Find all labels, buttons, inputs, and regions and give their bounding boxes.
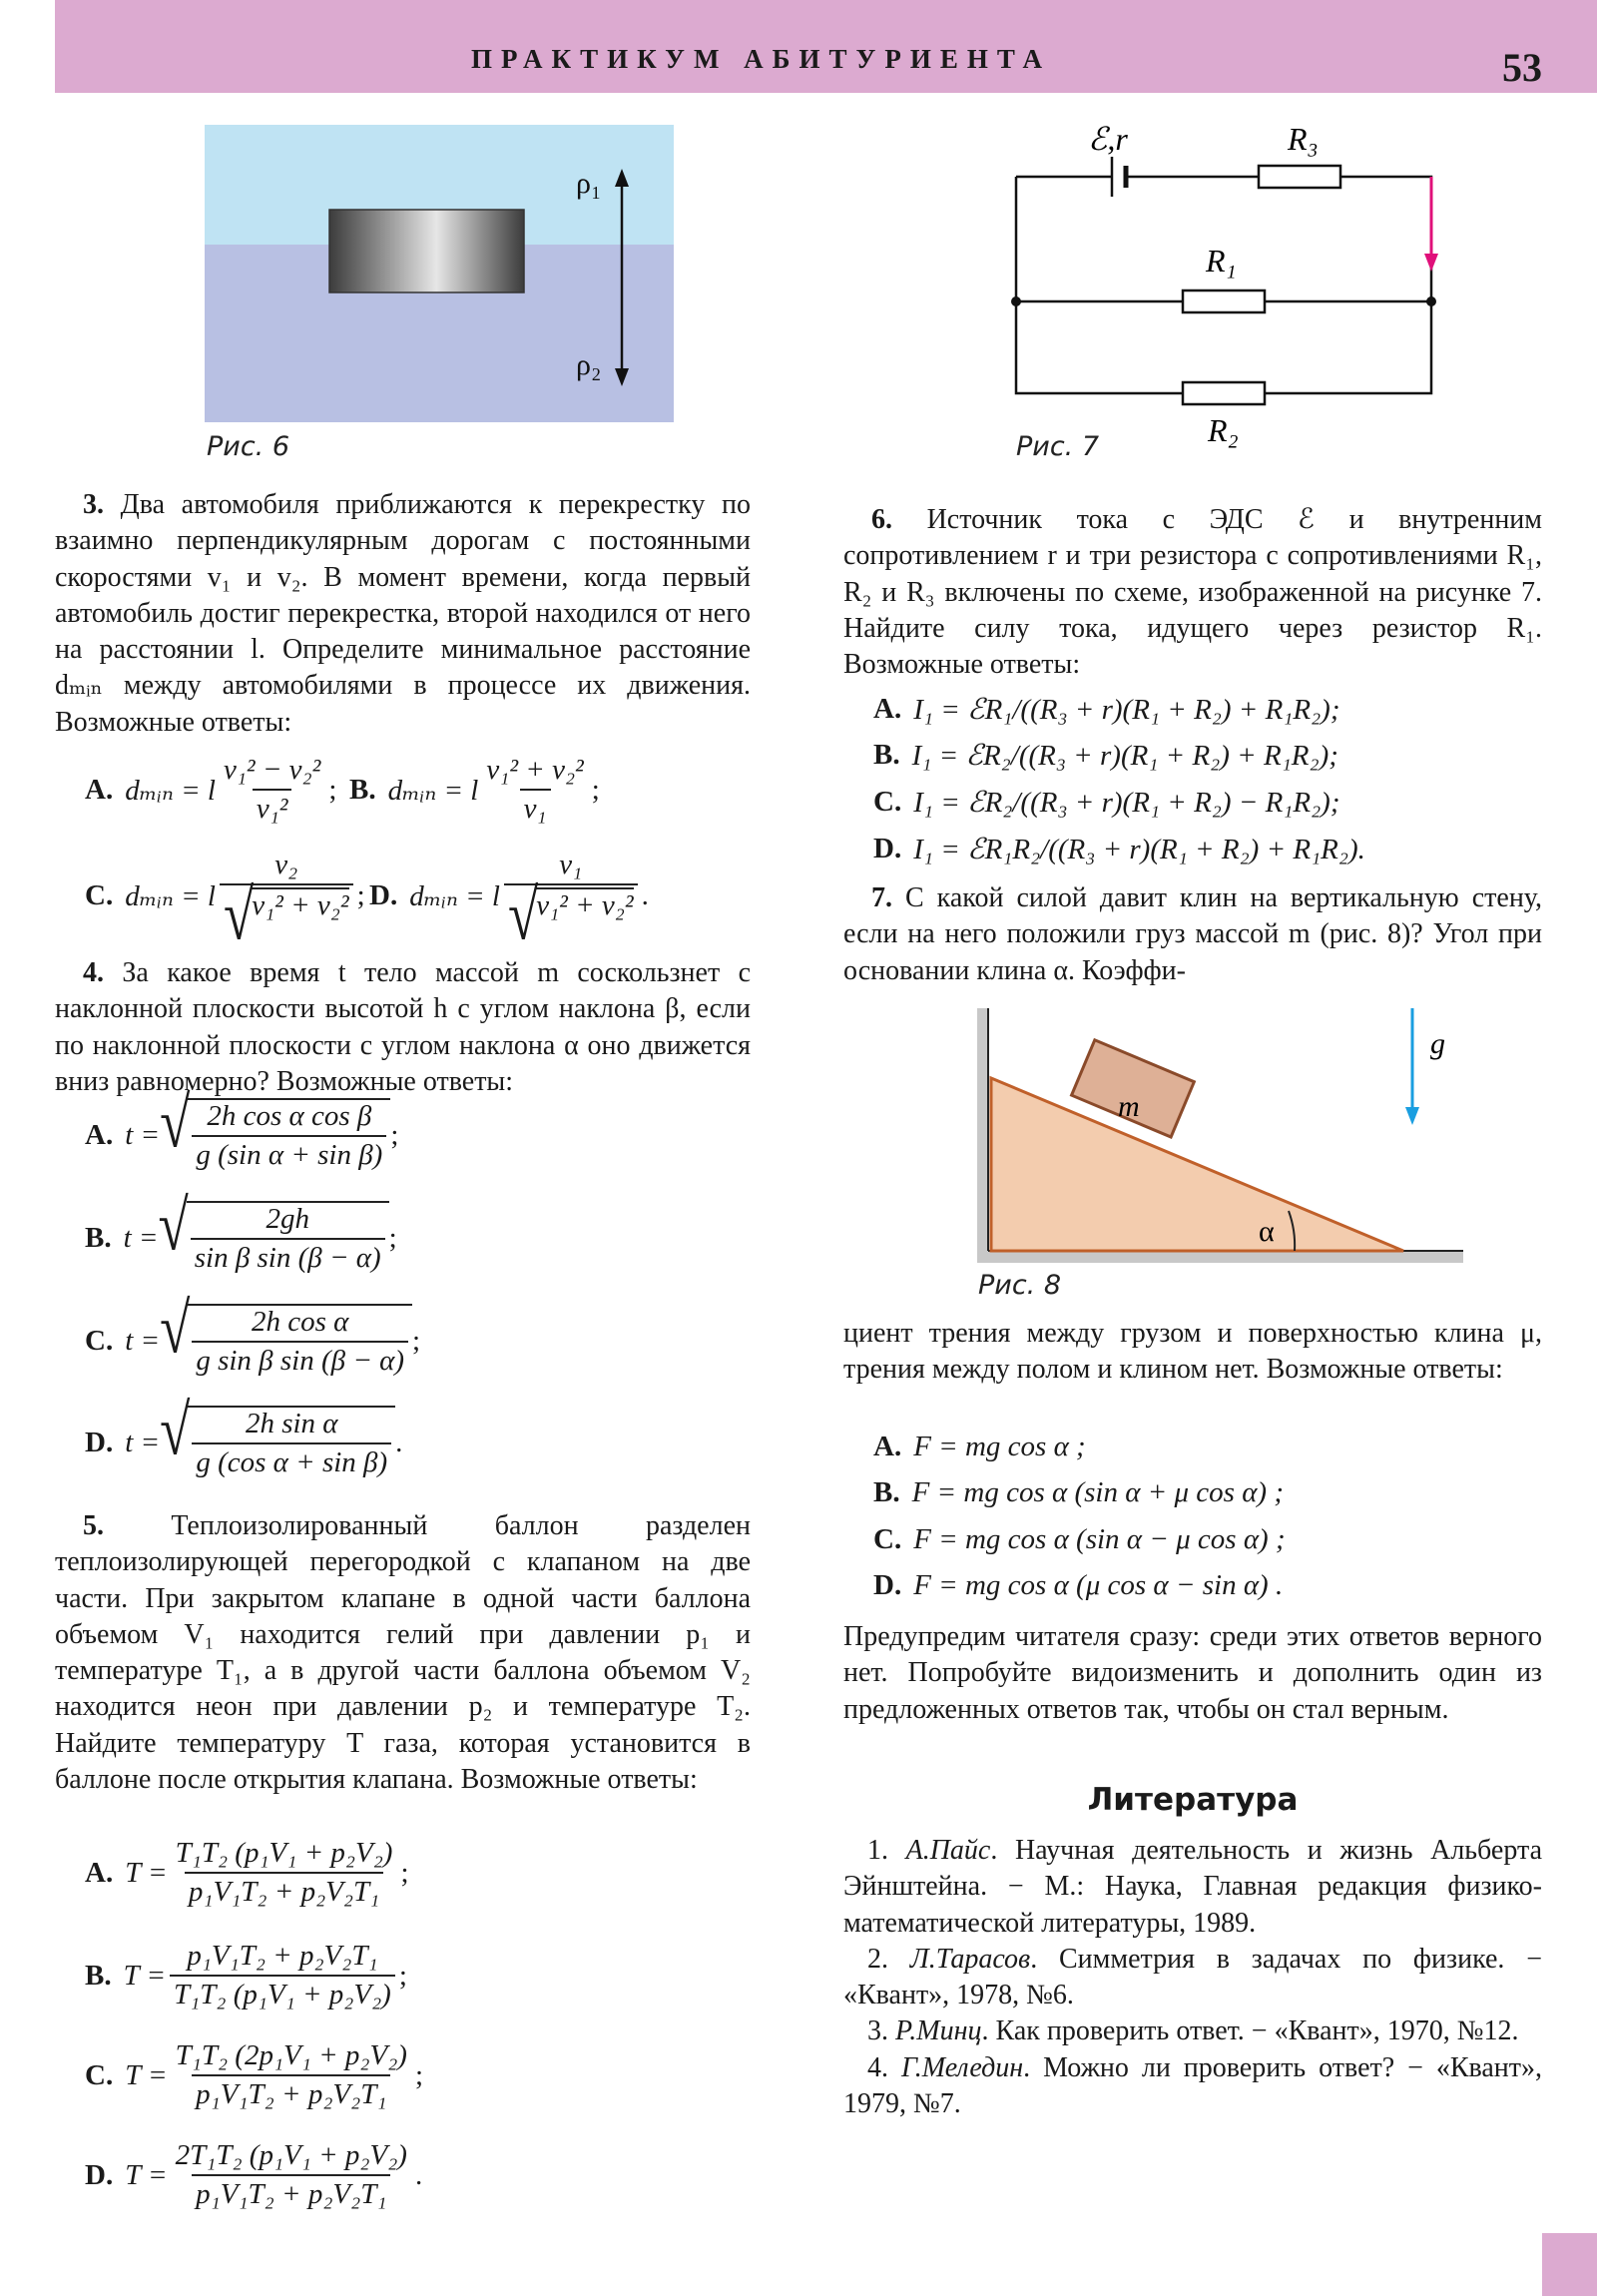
sqrt-sign: √	[223, 874, 255, 955]
denominator	[191, 1238, 385, 1275]
remark: Предупредим читателя сразу: среди этих ответов верного нет. Попробуйте видоизменить и дополнить один из предложенных ответов так, чтобы он стал верным.	[843, 1621, 1542, 1725]
answer-label: A.	[85, 1118, 114, 1151]
formula-lhs: t =	[125, 1118, 161, 1151]
numerator: 2gh	[266, 1203, 309, 1235]
formula-suffix: .	[395, 1426, 403, 1458]
numerator: 2T₁T₂ (p₁V₁ + p₂V₂)	[175, 2139, 407, 2171]
sqrt-sign: √	[160, 1391, 191, 1470]
wedge	[991, 1078, 1403, 1251]
answer-7d	[873, 1569, 1283, 1602]
sqrt-sign: √	[158, 1186, 189, 1266]
ref-text: . Симметрия в задачах по физике. − «Квант», 1978, №6.	[843, 1943, 1542, 2011]
ref-number: 3.	[867, 2015, 895, 2047]
fraction	[172, 2139, 411, 2211]
literature-heading: Литература	[1087, 1782, 1299, 1818]
sqrt-body	[187, 1201, 389, 1275]
answer-label: D.	[85, 1426, 114, 1458]
formula-lhs: T =	[125, 1856, 168, 1889]
floating-body	[329, 210, 524, 292]
answer-label: C.	[85, 1324, 114, 1357]
figure-6	[205, 125, 674, 422]
figure-8-wedge	[973, 1003, 1472, 1268]
answer-label: A.	[85, 773, 114, 806]
ref-number: 1.	[867, 1835, 906, 1866]
problem-3: 3. Два автомобиля приближаются к перекрестку по взаимно перпендикулярным дорогам с постоянными скоростями v₁ и v₂. В момент времени, когда первый автомобиль достиг перекрестка, второй находился от него на расстоянии l. Определите минимальное расстояние dₘᵢₙ между автомобилями в процессе их движения. Возможные ответы:	[55, 489, 751, 738]
answer-label: C.	[873, 1523, 902, 1555]
page-header	[55, 0, 1597, 93]
formula-lhs: dₘᵢₙ = l	[125, 774, 216, 807]
sqrt-sign: √	[160, 1289, 191, 1369]
sqrt-body	[252, 887, 348, 942]
sqrt-body	[188, 1304, 412, 1378]
denominator	[185, 1872, 383, 1909]
sqrt	[507, 874, 634, 955]
corner-tab	[1542, 2233, 1597, 2296]
answer-4d	[85, 1391, 403, 1479]
numerator: v₁	[559, 849, 583, 880]
answer-6d	[873, 832, 1365, 866]
fraction	[504, 849, 638, 955]
sqrt-sign: √	[507, 874, 539, 955]
answer-4a	[85, 1083, 399, 1172]
denominator	[170, 1975, 395, 2011]
denominator-text: v₁	[523, 793, 547, 825]
denominator-text: g (sin α + sin β)	[196, 1139, 383, 1171]
answer-label: B.	[873, 1476, 900, 1508]
fraction	[192, 1408, 391, 1479]
page-number: 53	[1502, 45, 1542, 90]
sqrt-sign: √	[160, 1083, 191, 1163]
formula-lhs: dₘᵢₙ = l	[387, 774, 479, 807]
answer-7a	[873, 1431, 1086, 1463]
answer-label: B.	[85, 1221, 112, 1254]
denominator	[192, 2174, 390, 2211]
literature-item	[843, 1942, 1542, 2014]
literature-item	[843, 2050, 1542, 2123]
denominator	[253, 789, 292, 826]
answer-label: C.	[85, 2058, 114, 2091]
answer-7b	[873, 1476, 1284, 1509]
answer-3a	[85, 754, 336, 826]
formula-suffix: .	[641, 878, 649, 911]
fraction	[170, 1940, 395, 2011]
fig6-caption: Рис. 6	[207, 431, 290, 462]
svg-text:g: g	[1430, 1027, 1445, 1060]
formula-suffix: .	[414, 2158, 423, 2191]
denominator	[520, 789, 551, 826]
answer-label: D.	[873, 1569, 902, 1601]
rho2-label: ρ₂	[576, 348, 602, 381]
formula-lhs: t =	[123, 1221, 159, 1254]
sqrt	[160, 1083, 390, 1172]
formula-lhs: t =	[125, 1426, 161, 1458]
numerator: v₂	[274, 849, 298, 880]
denominator-text: p₁V₁T₂ + p₂V₂T₁	[196, 2178, 387, 2210]
answer-7c	[873, 1523, 1286, 1556]
formula-suffix: ;	[414, 2058, 424, 2091]
answer-label: A.	[85, 1856, 114, 1889]
answer-3b	[349, 754, 600, 826]
denominator	[192, 1135, 386, 1172]
denominator-text: sin β sin (β − α)	[194, 1242, 381, 1274]
formula-suffix: ;	[398, 1959, 407, 1992]
formula-lhs: dₘᵢₙ = l	[125, 879, 216, 912]
ref-author: Г.Меледин	[900, 2051, 1024, 2083]
denominator-text: v₁² + v₂²	[252, 889, 349, 921]
numerator: 2h cos α	[251, 1306, 349, 1338]
formula-lhs: T =	[125, 2158, 168, 2191]
answer-4b	[85, 1186, 397, 1275]
resistor-r3	[1259, 166, 1340, 188]
rho1-label: ρ₁	[576, 167, 602, 200]
fraction	[482, 754, 587, 826]
figure-7-circuit	[988, 110, 1467, 449]
ref-number: 4.	[867, 2051, 901, 2083]
sqrt	[160, 1391, 395, 1479]
formula-suffix: ;	[388, 1221, 397, 1254]
formula-expr: I₁ = ℰR₂/((R₃ + r)(R₁ + R₂) − R₁R₂);	[913, 787, 1340, 819]
formula-expr: F = mg cos α ;	[913, 1431, 1086, 1462]
sqrt-body	[188, 1098, 390, 1172]
denominator-text: v₁²	[256, 793, 288, 825]
answer-5b	[85, 1940, 407, 2011]
fig7-caption: Рис. 7	[1016, 431, 1100, 462]
denominator-text: p₁V₁T₂ + p₂V₂T₁	[196, 2078, 387, 2110]
formula-lhs: t =	[125, 1324, 161, 1357]
resistor-r1	[1183, 290, 1265, 312]
numerator: T₁T₂ (p₁V₁ + p₂V₂)	[175, 1837, 393, 1869]
answer-6a	[873, 692, 1340, 727]
answer-label: D.	[873, 833, 902, 864]
numerator: v₁² + v₂²	[486, 754, 584, 786]
fraction	[191, 1203, 385, 1275]
formula-suffix: ;	[390, 1118, 399, 1151]
sqrt	[160, 1289, 412, 1378]
sqrt-body	[188, 1406, 395, 1479]
denominator	[192, 2074, 390, 2111]
numerator: 2h cos α cos β	[207, 1100, 372, 1132]
numerator: v₁² − v₂²	[223, 754, 321, 786]
fraction	[220, 849, 353, 955]
problem-7: 7. С какой силой давит клин на вертикальную стену, если на него положили груз массой m (рис. 8)? Угол при основании клина α. Коэффи-	[843, 882, 1542, 986]
ref-author: Л.Тарасов	[909, 1943, 1031, 1975]
answer-label: B.	[85, 1959, 112, 1992]
denominator-text: g sin β sin (β − α)	[196, 1345, 405, 1377]
answer-label: C.	[85, 878, 114, 911]
formula-suffix: ;	[356, 878, 365, 911]
fig8-caption: Рис. 8	[978, 1270, 1062, 1301]
literature-item	[843, 2013, 1542, 2049]
numerator: 2h sin α	[245, 1408, 338, 1439]
answer-3d	[369, 849, 649, 955]
denominator-text: v₁² + v₂²	[536, 889, 634, 921]
fraction	[172, 1837, 397, 1909]
sqrt	[158, 1186, 388, 1275]
formula-suffix: ;	[328, 773, 337, 806]
ref-author: Р.Минц	[895, 2015, 982, 2047]
formula-lhs: T =	[123, 1959, 167, 1992]
answer-label: D.	[369, 878, 398, 911]
answer-6b	[873, 738, 1338, 773]
denominator	[220, 874, 353, 955]
numerator: T₁T₂ (2p₁V₁ + p₂V₂)	[175, 2039, 407, 2071]
resistor-r2	[1183, 382, 1265, 404]
formula-expr: I₁ = ℰR₂/((R₃ + r)(R₁ + R₂) + R₁R₂);	[911, 740, 1338, 772]
answer-5a	[85, 1837, 409, 1909]
answer-label: A.	[873, 1431, 902, 1462]
svg-text:α: α	[1259, 1215, 1275, 1248]
problem-5: 5. Теплоизолированный баллон разделен теплоизолирующей перегородкой с клапаном на две части. При закрытом клапане в одной части баллона объемом V₁ находится гелий при давлении p₁ и температуре T₁, а в другой части баллона объемом V₂ находится неон при давлении p₂ и температуре T₂. Найдите температуру T газа, которая установится в баллоне после открытия клапана. Возможные ответы:	[55, 1510, 751, 1796]
gravity-arrow	[1405, 1107, 1419, 1125]
ref-author: А.Пайс	[905, 1835, 991, 1866]
fraction	[172, 2039, 411, 2111]
ref-text: . Можно ли проверить ответ? − «Квант», 1979, №7.	[843, 2051, 1543, 2120]
literature-list	[843, 1833, 1542, 2122]
denominator	[192, 1341, 408, 1378]
fraction	[192, 1306, 408, 1378]
denominator	[504, 874, 638, 955]
fraction	[192, 1100, 386, 1172]
header-title: ПРАКТИКУМ АБИТУРИЕНТА	[470, 44, 1052, 74]
denominator-text: T₁T₂ (p₁V₁ + p₂V₂)	[174, 1979, 391, 2010]
formula-expr: F = mg cos α (sin α + μ cos α) ;	[911, 1476, 1284, 1508]
formula-lhs: dₘᵢₙ = l	[409, 879, 500, 912]
answer-4c	[85, 1289, 421, 1378]
formula-expr: I₁ = ℰR₁/((R₃ + r)(R₁ + R₂) + R₁R₂);	[913, 694, 1340, 726]
svg-text:R₁: R₁	[1206, 243, 1237, 279]
answer-label: A.	[873, 693, 902, 725]
formula-expr: I₁ = ℰR₁R₂/((R₃ + r)(R₁ + R₂) + R₁R₂).	[913, 834, 1365, 865]
formula-suffix: ;	[400, 1856, 409, 1889]
denominator-text: g (cos α + sin β)	[196, 1446, 388, 1478]
formula-expr: F = mg cos α (sin α − μ cos α) ;	[913, 1523, 1286, 1555]
denominator-text: p₁V₁T₂ + p₂V₂T₁	[188, 1876, 380, 1908]
svg-text:R₂: R₂	[1208, 412, 1239, 448]
answer-label: C.	[873, 786, 902, 818]
answer-5c	[85, 2039, 423, 2111]
literature-item	[843, 1833, 1542, 1942]
answer-3c	[85, 849, 365, 955]
problem-4: 4. За какое время t тело массой m соскользнет с наклонной плоскости высотой h с углом наклона β, если по наклонной плоскости с углом наклона α оно движется вниз равномерно? Возможные ответы:	[55, 957, 751, 1097]
answer-label: B.	[349, 773, 376, 806]
answer-label: B.	[873, 739, 900, 771]
ref-text: . Как проверить ответ. − «Квант», 1970, №12.	[981, 2015, 1519, 2047]
formula-lhs: T =	[125, 2058, 168, 2091]
svg-text:m: m	[1118, 1090, 1140, 1123]
denominator	[192, 1442, 391, 1479]
sqrt-body	[536, 887, 633, 942]
fraction	[220, 754, 324, 826]
formula-expr: F = mg cos α (μ cos α − sin α) .	[913, 1569, 1284, 1601]
problem-6: 6. Источник тока с ЭДС ℰ и внутренним сопротивлением r и три резистора с сопротивлениями R₁, R₂ и R₃ включены по схеме, изображенной на рисунке 7. Найдите силу тока, идущего через резистор R₁. Возможные ответы:	[843, 504, 1543, 681]
svg-text:R₃: R₃	[1288, 121, 1319, 157]
answer-6c	[873, 785, 1340, 820]
problem-7-continuation: циент трения между грузом и поверхностью клина μ, трения между полом и клином нет. Возможные ответы:	[843, 1318, 1542, 1386]
answer-5d	[85, 2139, 422, 2211]
formula-suffix: ;	[591, 773, 600, 806]
answer-label: D.	[85, 2158, 114, 2191]
sqrt	[223, 874, 349, 955]
ref-text: . Научная деятельность и жизнь Альберта Эйнштейна. − М.: Наука, Главная редакция физико-математической литературы, 1989.	[843, 1835, 1542, 1939]
ref-number: 2.	[867, 1943, 910, 1975]
numerator: p₁V₁T₂ + p₂V₂T₁	[187, 1940, 378, 1972]
formula-suffix: ;	[412, 1324, 421, 1357]
svg-text:ℰ,r: ℰ,r	[1088, 121, 1128, 157]
current-arrow	[1424, 254, 1438, 272]
